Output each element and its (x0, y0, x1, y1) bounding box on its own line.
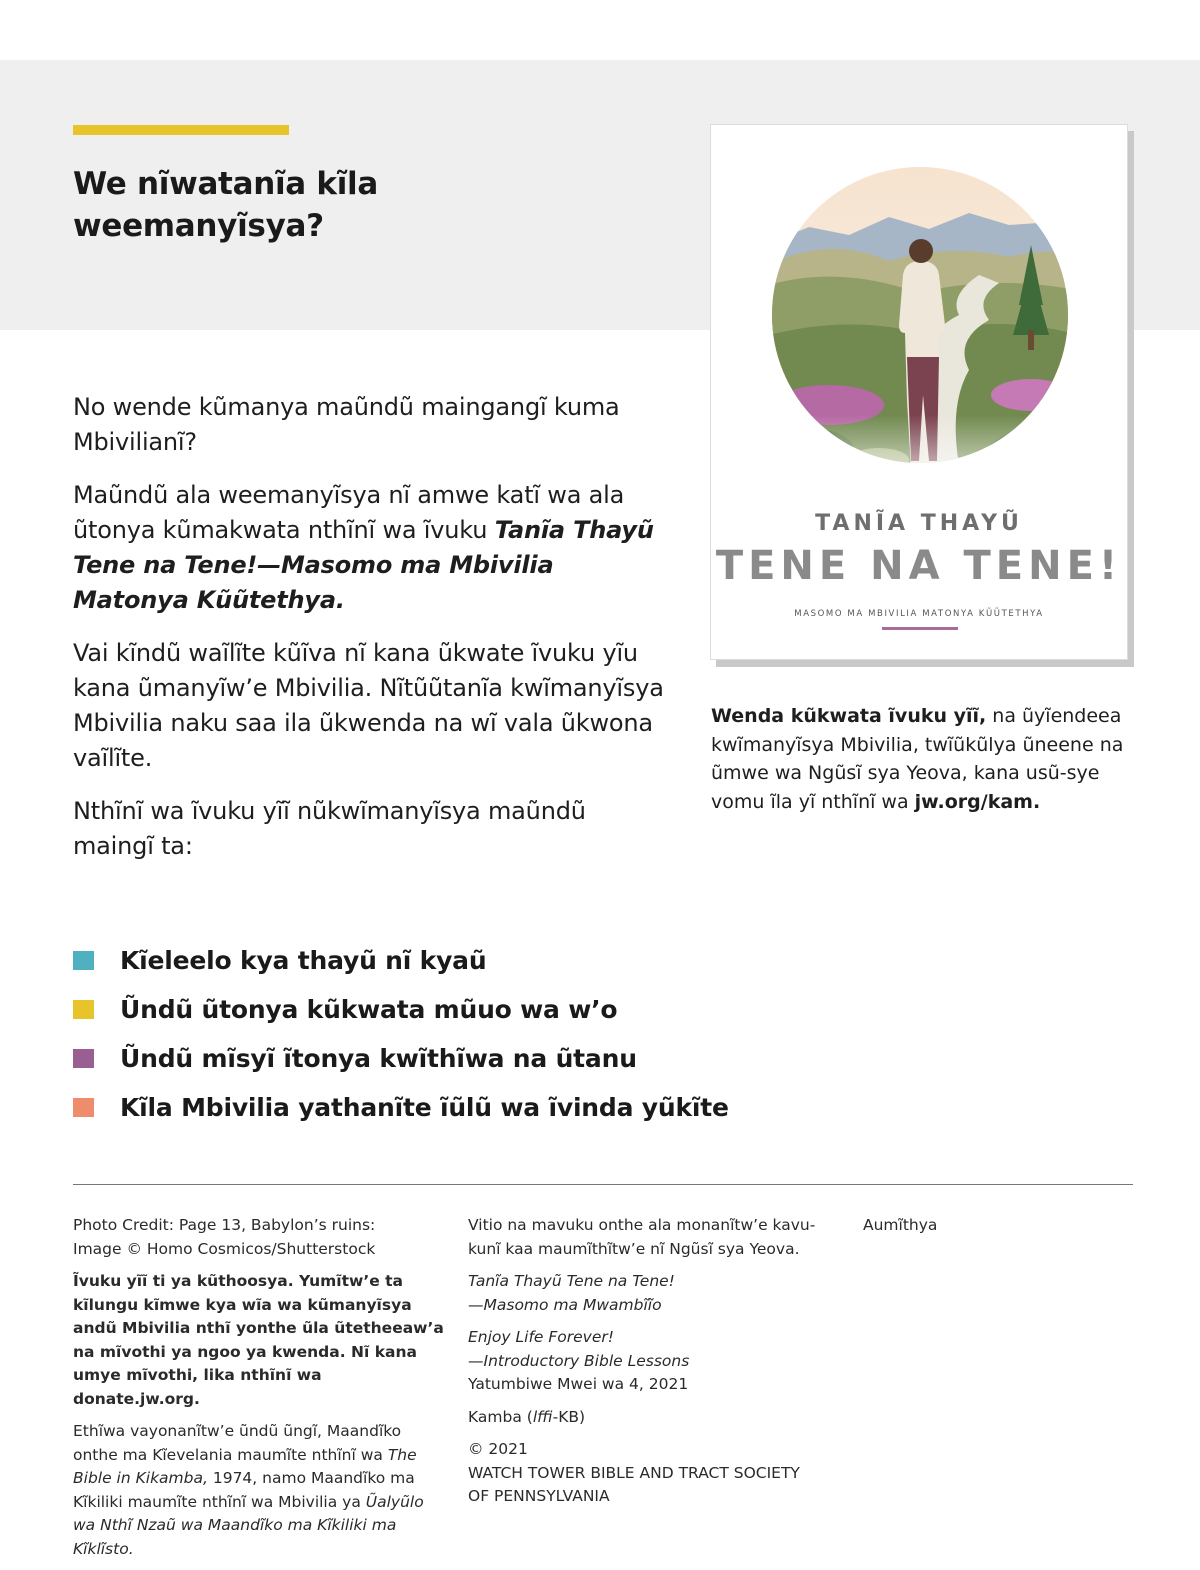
bible-note-text-a: Ethĩwa vayonanĩtw’e ũndũ ũngĩ, Maandĩko onthe ma Kĩevelania maumĩte nthĩnĩ wa (73, 1422, 402, 1464)
society-line-1: WATCH TOWER BIBLE AND TRACT SOCIETY (468, 1463, 800, 1482)
photo-credit-line-2: Image © Homo Cosmicos/Shutterstock (73, 1239, 376, 1258)
jw-org-link[interactable]: jw.org/kam. (914, 790, 1041, 813)
kamba-title (468, 1270, 828, 1317)
accent-bar (73, 125, 289, 135)
bible-note-text-b: 1974, namo Maandĩko ma Kĩkiliki maumĩte nthĩnĩ wa Mbivilia ya (73, 1469, 415, 1511)
print-date: Yatumbiwe Mwei wa 4, 2021 (468, 1375, 689, 1393)
request-book-note (711, 702, 1131, 816)
topic-text: Ũndũ ũtonya kũkwata mũuo wa w’o (120, 995, 618, 1024)
photo-credit-line-1: Photo Credit: Page 13, Babylon’s ruins: (73, 1216, 376, 1234)
cover-accent-rule (882, 627, 958, 630)
book-title-text: Tanĩa Thayũ Tene na Tene!—Masomo ma Mbivilia Matonya Kũũtethya. (73, 516, 654, 614)
topic-text: Kĩla Mbivilia yathanĩte ĩũlũ wa ĩvinda yũkĩte (120, 1093, 729, 1122)
request-book-lead: Wenda kũkwata ĩvuku yĩĩ, (711, 705, 987, 727)
publisher-note: Vitio na mavuku onthe ala monanĩtw’e kavu-kunĩ kaa maumĩthĩtw’e nĩ Ngũsĩ sya Yeova. (468, 1216, 816, 1258)
language-code (468, 1406, 828, 1430)
society-line-2: OF PENNSYLVANIA (468, 1487, 610, 1505)
language-code-text: lffi (532, 1407, 553, 1426)
book-paragraph-text: Maũndũ ala weemanyĩsya nĩ amwe katĩ wa ala ũtonya kũmakwata nthĩnĩ wa ĩvuku (73, 481, 625, 544)
square-bullet-icon (73, 951, 94, 970)
topics-intro-paragraph: Nthĩnĩ wa ĩvuku yĩĩ nũkwĩmanyĩsya maũndũ maingĩ ta: (73, 797, 586, 860)
page-title-line-1: We nĩwatanĩa kĩla (73, 166, 378, 202)
cover-title-big: TENE NA TENE! (715, 543, 1123, 589)
topic-text: Kĩeleelo kya thayũ nĩ kyaũ (120, 946, 487, 975)
landscape-man-walking-illustration (769, 165, 1071, 505)
language-code-suffix: -KB) (552, 1407, 586, 1426)
body-text (73, 390, 673, 882)
topic-text: Ũndũ mĩsyĩ ĩtonya kwĩthĩwa na ũtanu (120, 1044, 637, 1073)
cover-title-small: TANĨA THAYŨ (815, 511, 1023, 536)
topic-item (73, 1034, 713, 1083)
footer-column-credits (73, 1214, 445, 1570)
english-title-line-2: —Introductory Bible Lessons (468, 1351, 690, 1370)
cover-subtitle: MASOMO MA MBIVILIA MATONYA KŨŨTETHYA (794, 609, 1044, 619)
page-title (73, 163, 593, 247)
photo-credit (73, 1214, 445, 1261)
english-title (468, 1326, 828, 1397)
distributor-label: Aumĩthya (863, 1216, 938, 1234)
intro-paragraph: No wende kũmanya maũndũ maingangĩ kuma Mbivilianĩ? (73, 393, 620, 456)
bible-translation-note (73, 1420, 445, 1561)
square-bullet-icon (73, 1098, 94, 1117)
footer-column-distributor (863, 1214, 1123, 1247)
kamba-title-line-1: Tanĩa Thayũ Tene na Tene! (468, 1272, 675, 1290)
copyright-year: © 2021 (468, 1440, 528, 1458)
page-title-line-2: weemanyĩsya? (73, 208, 324, 244)
language-name: Kamba ( (468, 1407, 533, 1426)
free-study-paragraph: Vai kĩndũ waĩlĩte kũĩva nĩ kana ũkwate ĩvuku yĩu kana ũmanyĩw’e Mbivilia. Nĩtũũtanĩa kwĩmanyĩsya Mbivilia naku saa ila ũkwenda na wĩ vala ũkwona vaĩlĩte. (73, 639, 664, 772)
topic-list (73, 936, 729, 1132)
request-book-text: na ũyĩendeea kwĩmanyĩsya Mbivilia, twĩũkũlya ũneene na ũmwe wa Ngũsĩ sya Yeova, kana usũ-sye vomu ĩla yĩ nthĩnĩ wa (711, 705, 1124, 813)
bible-note-title-a: The Bible in Kikamba, (73, 1445, 417, 1487)
square-bullet-icon (73, 1049, 94, 1068)
square-bullet-icon (73, 1000, 94, 1019)
english-title-line-1: Enjoy Life Forever! (468, 1328, 614, 1346)
copyright (468, 1438, 828, 1509)
book-paragraph (73, 478, 673, 618)
book-cover[interactable] (710, 124, 1128, 660)
footer-divider (73, 1184, 1133, 1185)
topic-item (73, 985, 713, 1034)
topic-item (73, 1083, 729, 1132)
footer-column-publication (468, 1214, 828, 1518)
kamba-title-line-2: —Masomo ma Mwambĩĩo (468, 1295, 662, 1314)
topic-item (73, 936, 713, 985)
donation-note: Ĩvuku yĩĩ ti ya kũthoosya. Yumĩtw’e ta kĩlungu kĩmwe kya wĩa wa kũmanyĩsya andũ Mbivilia nthĩ yonthe ũla ũtetheeaw’a na mĩvothi ya ngoo ya kwenda. Nĩ kana umye mĩvothi, lika nthĩnĩ wa donate.jw.org. (73, 1272, 444, 1408)
bible-note-title-b: Ũalyũlo wa Nthĩ Nzaũ wa Maandĩko ma Kĩkiliki ma Kĩklĩsto. (73, 1492, 424, 1558)
